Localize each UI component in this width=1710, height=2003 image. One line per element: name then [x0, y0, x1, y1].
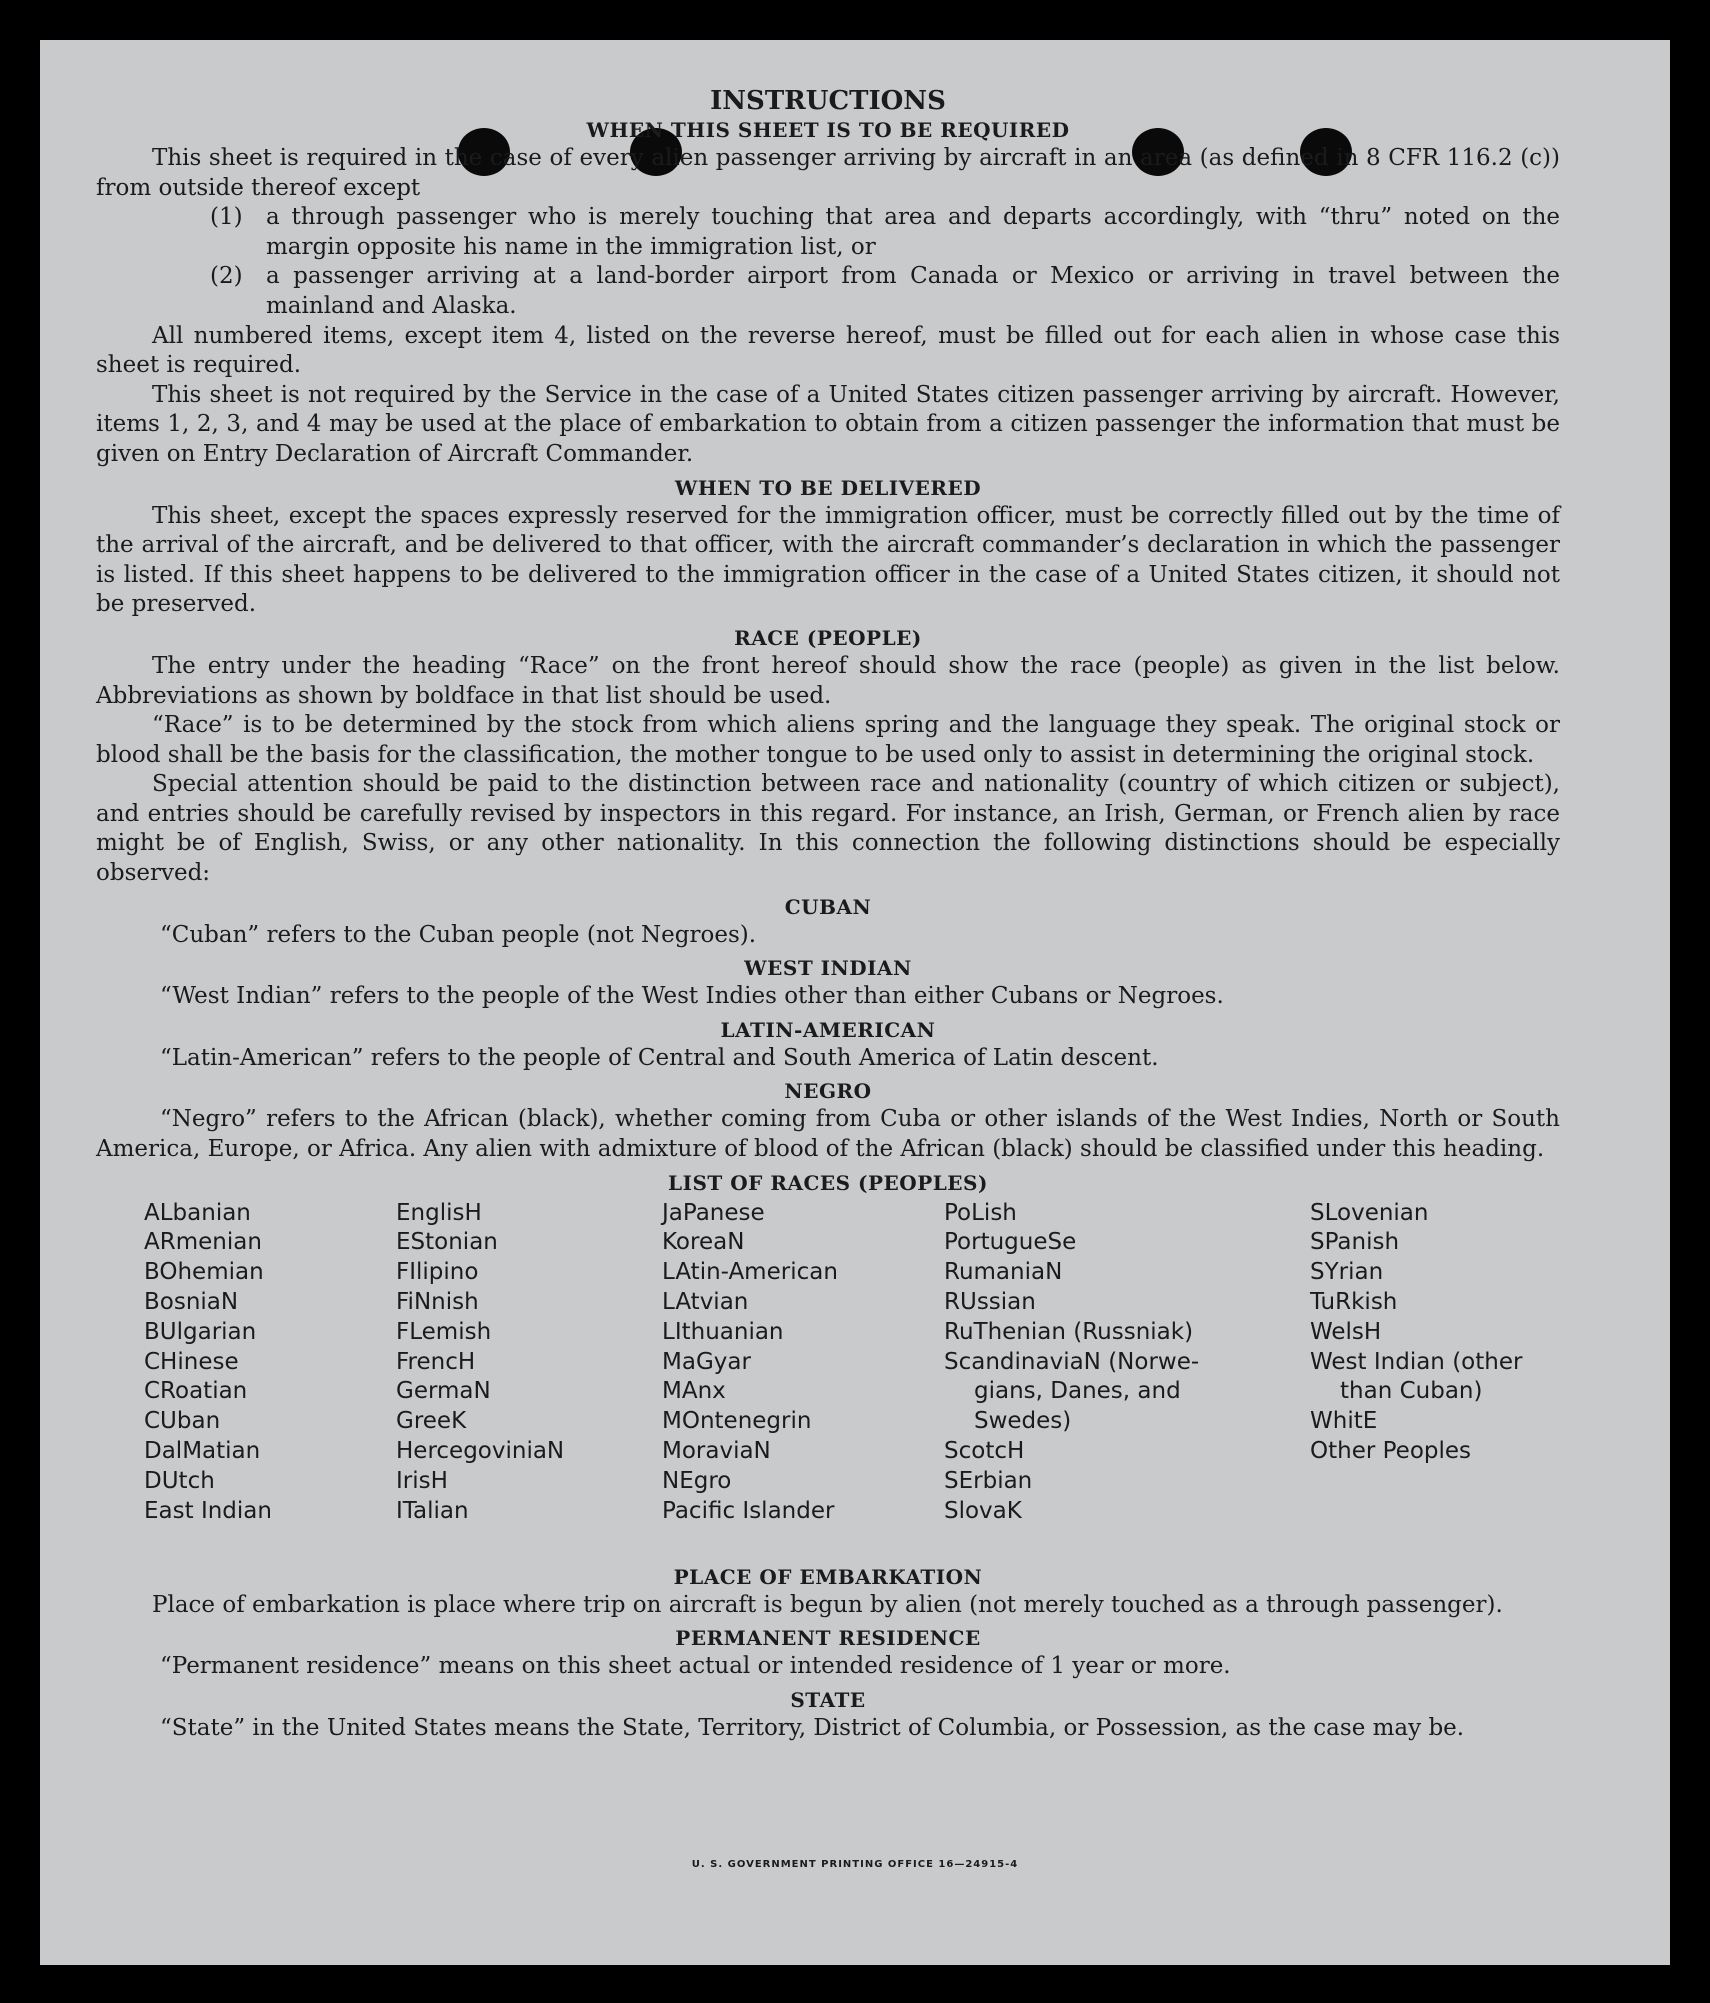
race-entry: ScandinaviaN (Norwe- — [944, 1348, 1200, 1375]
race-entry: PoLish — [944, 1199, 1017, 1226]
page-title: INSTRUCTIONS — [710, 86, 946, 116]
instructions-text — [96, 86, 1560, 1743]
heading-when-required: WHEN THIS SHEET IS TO BE REQUIRED — [586, 118, 1070, 142]
race-entry: LIthuanian — [662, 1318, 784, 1345]
race-entry: than Cuban) — [1340, 1378, 1483, 1405]
race-entry: BOhemian — [144, 1259, 264, 1286]
race-entry: Pacific Islander — [662, 1497, 835, 1524]
list-item — [210, 262, 1560, 321]
race-entry: SYrian — [1310, 1259, 1384, 1286]
races-list — [96, 1199, 1560, 1559]
race-entry: CHinese — [144, 1348, 239, 1375]
race-entry: CRoatian — [144, 1378, 248, 1405]
heading-west-indian: WEST INDIAN — [744, 956, 912, 981]
race-entry: ARmenian — [144, 1229, 262, 1256]
paragraph: “Race” is to be determined by the stock from which aliens spring and the language they speak. The original stock or blood shall be the basis for the classification, the mother tongue to be used only to assist in determining the original stock. — [96, 712, 1560, 768]
heading-when-delivered: WHEN TO BE DELIVERED — [674, 475, 982, 500]
race-entry: SErbian — [944, 1467, 1033, 1494]
heading-race: RACE (PEOPLE) — [734, 625, 922, 650]
races-column — [396, 1199, 564, 1527]
race-entry: FIlipino — [396, 1259, 479, 1286]
definition: Place of embarkation is place where trip on aircraft is begun by alien (not merely touched as a through passenger). — [152, 1591, 1503, 1618]
race-entry: East Indian — [144, 1497, 272, 1524]
race-entry: SlovaK — [944, 1497, 1022, 1524]
race-entry: CUban — [144, 1408, 221, 1435]
race-entry: BUlgarian — [144, 1318, 257, 1345]
race-entry: JaPanese — [662, 1199, 765, 1226]
paragraph: All numbered items, except item 4, listed on the reverse hereof, must be filled out for each alien in whose case this sheet is required. — [96, 322, 1560, 379]
definition: “West Indian” refers to the people of the West Indies other than either Cubans or Negroes. — [160, 983, 1224, 1010]
race-entry: KoreaN — [662, 1229, 745, 1256]
race-entry: Swedes) — [974, 1408, 1072, 1435]
heading-list-of-races: LIST OF RACES (PEOPLES) — [668, 1170, 988, 1195]
race-entry: DalMatian — [144, 1438, 261, 1464]
race-entry: MoraviaN — [662, 1438, 771, 1464]
race-entry: Other Peoples — [1310, 1438, 1472, 1464]
races-column — [1310, 1199, 1522, 1467]
race-entry: PortugueSe — [944, 1229, 1077, 1256]
race-entry: EnglisH — [396, 1199, 482, 1226]
definition: “Cuban” refers to the Cuban people (not Negroes). — [160, 921, 757, 948]
race-entry: RuThenian (Russniak) — [944, 1318, 1194, 1345]
race-entry: WhitE — [1310, 1408, 1378, 1435]
race-entry: GreeK — [396, 1408, 467, 1435]
race-entry: MaGyar — [662, 1348, 751, 1375]
race-entry: NEgro — [662, 1467, 732, 1494]
races-column — [944, 1199, 1199, 1527]
item-text: a passenger arriving at a land-border airport from Canada or Mexico or arriving in travel between the mainland and Alaska. — [266, 263, 1560, 319]
races-column — [144, 1199, 272, 1527]
heading-latin-american: LATIN-AMERICAN — [720, 1017, 936, 1042]
printer-imprint: U. S. GOVERNMENT PRINTING OFFICE 16—24915-4 — [691, 1859, 1019, 1870]
item-number: (2) — [210, 263, 243, 290]
heading-embarkation: PLACE OF EMBARKATION — [673, 1564, 983, 1589]
race-entry: RUssian — [944, 1289, 1036, 1316]
race-entry: SPanish — [1310, 1229, 1400, 1256]
race-entry: WelsH — [1310, 1318, 1382, 1345]
race-entry: MOntenegrin — [662, 1408, 812, 1435]
race-entry: SLovenian — [1310, 1199, 1429, 1226]
paragraph: This sheet, except the spaces expressly reserved for the immigration officer, must be correctly filled out by the time of the arrival of the aircraft, and be delivered to that officer, with the aircraft commander’s declaration in which the passenger is listed. If this sheet happens to be delivered to the immigration officer in the case of a United States citizen, it should not be preserved. — [96, 502, 1560, 618]
races-column — [662, 1199, 838, 1527]
race-entry: FrencH — [396, 1348, 476, 1375]
item-text: a through passenger who is merely touching that area and departs accordingly, with “thru” noted on the margin opposite his name in the immigration list, or — [266, 204, 1560, 260]
race-entry: DUtch — [144, 1467, 215, 1494]
race-entry: gians, Danes, and — [974, 1378, 1181, 1405]
race-entry: GermaN — [396, 1378, 491, 1405]
race-entry: MAnx — [662, 1378, 726, 1405]
race-entry: EStonian — [396, 1229, 498, 1256]
race-entry: ITalian — [396, 1497, 469, 1524]
race-entry: FLemish — [396, 1318, 492, 1345]
race-entry: IrisH — [396, 1467, 448, 1494]
definition: “Latin-American” refers to the people of Central and South America of Latin descent. — [160, 1044, 1159, 1071]
race-entry: West Indian (other — [1310, 1348, 1523, 1375]
race-entry: TuRkish — [1310, 1289, 1398, 1316]
definition: “State” in the United States means the State, Territory, District of Columbia, or Possession, as the case may be. — [160, 1714, 1465, 1741]
paragraph: Special attention should be paid to the distinction between race and nationality (country of which citizen or subject), and entries should be carefully revised by inspectors in this regard. For instance, an Irish, German, or French alien by race might be of English, Swiss, or any other nationality. In this connection the following distinctions should be especially observed: — [96, 771, 1560, 887]
race-entry: ScotcH — [944, 1438, 1025, 1464]
race-entry: LAtin-American — [662, 1259, 838, 1286]
race-entry: HercegoviniaN — [396, 1438, 565, 1464]
paragraph: This sheet is not required by the Service in the case of a United States citizen passenger arriving by aircraft. However, items 1, 2, 3, and 4 may be used at the place of embarkation to obtain from a citizen passenger the information that must be given on Entry Declaration of Aircraft Commander. — [96, 381, 1560, 467]
race-entry: LAtvian — [662, 1289, 749, 1316]
paragraph: This sheet is required in the case of every alien passenger arriving by aircraft in an area (as defined in 8 CFR 116.2 (c)) from outside thereof except — [96, 145, 1560, 201]
definition: “Permanent residence” means on this sheet actual or intended residence of 1 year or more. — [160, 1653, 1231, 1680]
paragraph: The entry under the heading “Race” on the front hereof should show the race (people) as given in the list below. Abbreviations as shown by boldface in that list should be used. — [96, 652, 1560, 709]
item-number: (1) — [210, 204, 243, 231]
race-entry: FiNnish — [396, 1289, 479, 1316]
heading-negro: NEGRO — [784, 1079, 872, 1104]
list-item — [210, 203, 1560, 262]
race-entry: RumaniaN — [944, 1259, 1063, 1286]
race-entry: BosniaN — [144, 1289, 239, 1316]
heading-state: STATE — [790, 1687, 866, 1712]
heading-permanent-residence: PERMANENT RESIDENCE — [675, 1626, 981, 1651]
definition: “Negro” refers to the African (black), whether coming from Cuba or other islands of the West Indies, North or South America, Europe, or Africa. Any alien with admixture of blood of the African (black) should be classified under this heading. — [96, 1106, 1560, 1163]
race-entry: ALbanian — [144, 1199, 251, 1226]
heading-cuban: CUBAN — [784, 894, 872, 919]
